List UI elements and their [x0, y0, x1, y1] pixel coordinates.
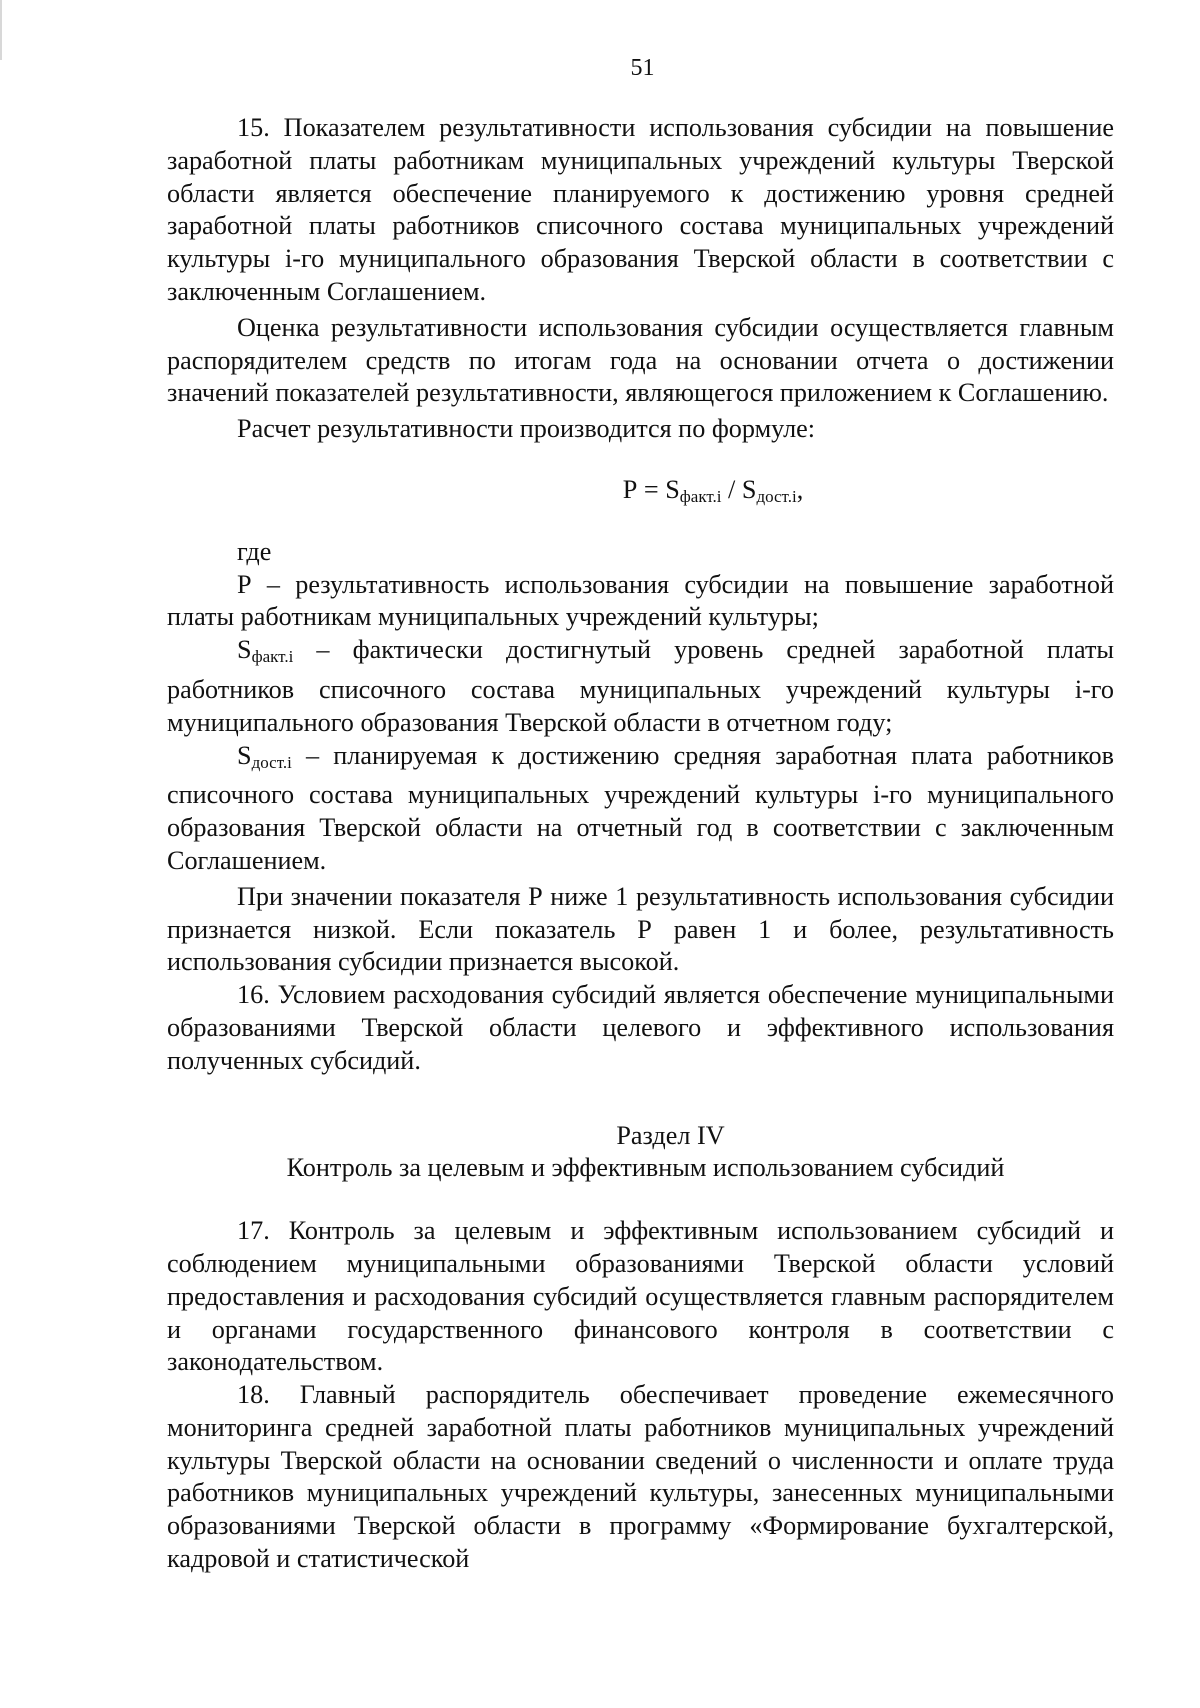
paragraph-assessment: Оценка результативности использования субсидии осуществляется главным распорядителем средств по итогам года на основании отчета о достижении значений показателей результативности, являющегося приложением к Соглашению. — [167, 312, 1114, 408]
paragraph-16: 16. Условием расходования субсидий является обеспечение муниципальными образованиями Тверской области целевого и эффективного использования полученных субсидий. — [167, 980, 1114, 1075]
scan-edge-mark — [0, 0, 2, 60]
page-number: 51 — [630, 55, 655, 81]
definition-s-fact — [167, 634, 1114, 739]
definition-s-fact-text: – фактически достигнутый уровень средней заработной платы работников списочного состава муниципальных учреждений культуры i-го муниципального образования Тверской области в отчетном году; — [167, 635, 1114, 737]
paragraph-17: 17. Контроль за целевым и эффективным использованием субсидий и соблюдением муниципальными образованиями Тверской области условий предоставления и расходования субсидий осуществляется главным распорядителем и органами государственного финансового контроля в соответствии с законодательством. — [167, 1216, 1114, 1377]
paragraph-where: где — [237, 536, 272, 566]
section-title: Контроль за целевым и эффективным использованием субсидий — [286, 1153, 1005, 1183]
formula-sub-dost: дост.i — [756, 486, 797, 506]
formula-tail: , — [796, 474, 804, 504]
paragraph-calc-intro: Расчет результативности производится по формуле: — [237, 414, 816, 444]
paragraph-18: 18. Главный распорядитель обеспечивает проведение ежемесячного мониторинга средней заработной платы работников муниципальных учреждений культуры Тверской области на основании сведений о численности и оплате труда работников муниципальных учреждений культуры, занесенных муниципальными образованиями Тверской области в программу «Формирование бухгалтерской, кадровой и статистической — [167, 1380, 1114, 1574]
definition-s-dost-text: – планируемая к достижению средняя заработная плата работников списочного состава муниципальных учреждений культуры i-го муниципального образования Тверской области на отчетный год в соответствии с заключенным Соглашением. — [167, 740, 1114, 875]
formula-divider: / S — [721, 474, 757, 504]
formula — [167, 474, 1114, 514]
paragraph-15: 15. Показателем результативности использования субсидии на повышение заработной платы работникам муниципальных учреждений культуры Тверской области является обеспечение планируемого к достижению уровня средней заработной платы работников списочного состава муниципальных учреждений культуры i-го муниципального образования Тверской области в соответствии с заключенным Соглашением. — [167, 113, 1114, 306]
formula-sub-fact: факт.i — [679, 486, 722, 506]
paragraph-threshold: При значении показателя Р ниже 1 результативность использования субсидии признается низкой. Если показатель Р равен 1 и более, результативность использования субсидии признается высокой. — [167, 881, 1114, 977]
section-number: Раздел IV — [616, 1120, 725, 1150]
formula-lhs: Р = S — [622, 474, 680, 504]
symbol-s-fact: $S_{факт.i}$ — [237, 635, 294, 667]
document-body — [167, 112, 1114, 1576]
definition-p: Р – результативность использования субсидии на повышение заработной платы работникам муниципальных учреждений культуры; — [167, 569, 1114, 632]
symbol-s-dost: $S_{дост.i}$ — [237, 740, 292, 772]
definition-s-dost — [167, 740, 1114, 878]
